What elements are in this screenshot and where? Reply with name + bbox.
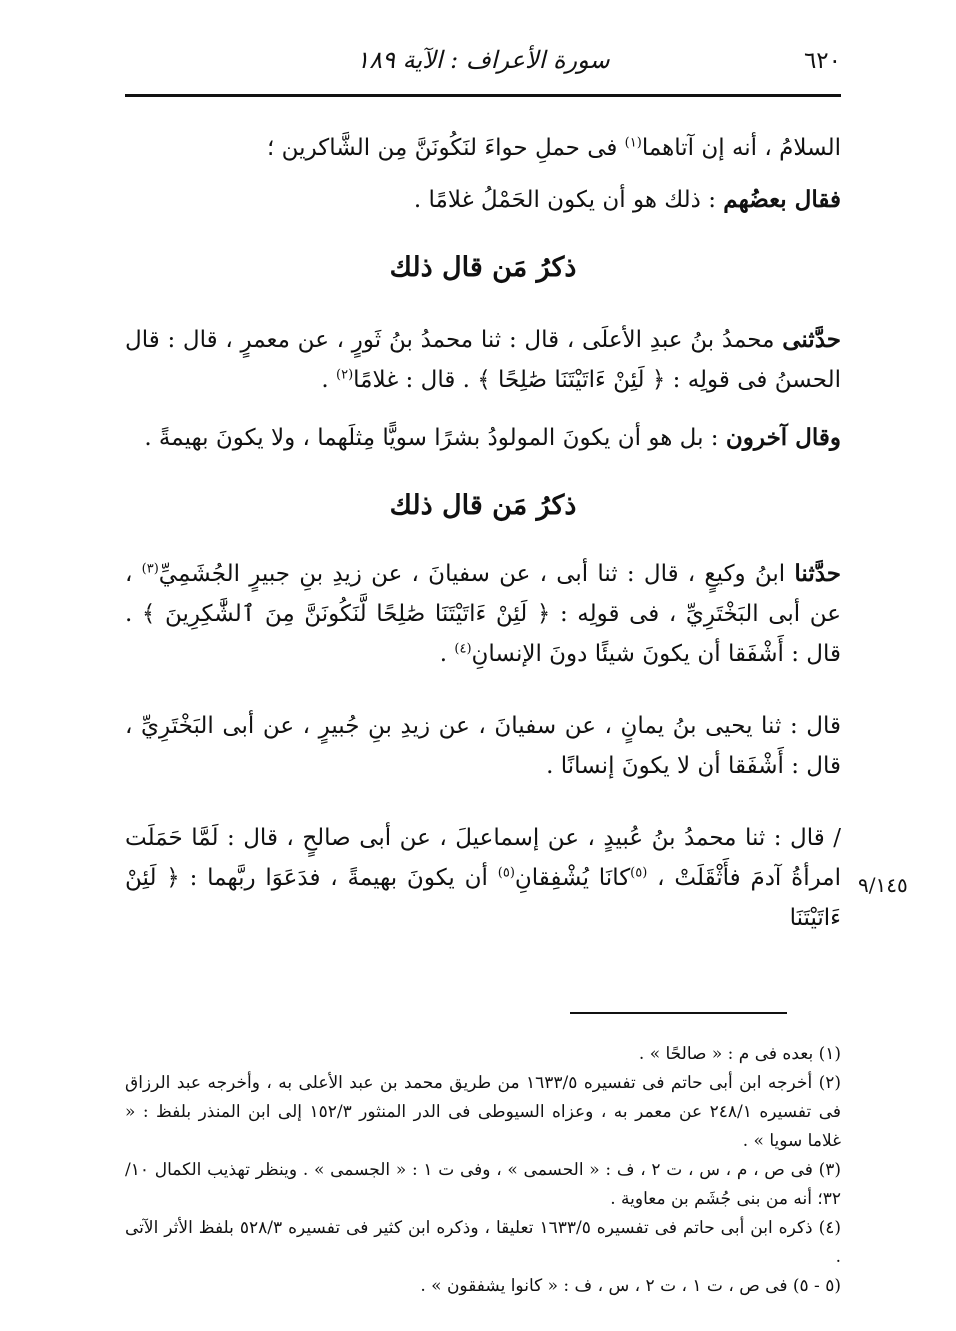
text-run: . — [439, 641, 455, 667]
footnote-ref: (٢) — [336, 367, 354, 383]
footnote-1: (١) بعده فى م : « صالحًا » . — [638, 1044, 841, 1064]
section-heading-1: ذكرُ مَن قال ذلك — [389, 252, 577, 283]
footnotes — [125, 1040, 841, 1301]
paragraph-7 — [125, 818, 841, 938]
text-run: محمدُ بنُ عبدِ الأعلَى ، قال : ثنا محمدُ بنُ ثَورٍ ، عن معمرٍ ، قال : قال الحسنُ فى قولِه : ﴿ لَئِنْ ءَاتَيْتَنَا صَٰلِحًا ﴾ . قال : غلامًا — [125, 327, 841, 393]
running-title: سورة الأعراف : الآية ١٨٩ — [356, 46, 610, 74]
text-run: كانَا يُشْفِقانِ — [514, 865, 631, 891]
footnote-ref: (٤) — [454, 641, 472, 657]
paragraph-6: قال : ثنا يحيى بنُ يمانٍ ، عن سفيانَ ، عن زيدِ بنِ جُبيرٍ ، عن أبى البَخْتَرِيِّ ، قال : أَشْفَقا أن لا يكونَ إنسانًا . — [125, 713, 841, 779]
footnote-5: (٥ - ٥) فى ص ، ت ١ ، ت ٢ ، س ، ف : « كانوا يشفقون » . — [420, 1276, 841, 1296]
paragraph-1 — [125, 128, 841, 168]
paragraph-5 — [125, 554, 841, 674]
text-run: ، عن أبى البَخْتَرِيِّ ، فى قولِه : ﴿ لَئِنْ ءَاتَيْتَنَا صَٰلِحًا لَّنَكُونَنَّ مِنَ ٱلشَّٰكِرِينَ ﴾ . قال : أَشْفَقا أن يكونَ شيئًا دونَ الإنسانِ — [125, 561, 841, 667]
footnote-4: (٤) ذكره ابن أبى حاتم فى تفسيره ١٦٣٣/٥ تعليقا ، وذكره ابن كثير فى تفسيره ٥٢٨/٣ بلفظ الأثر الآتى . — [125, 1218, 842, 1267]
footnote-rule — [570, 1012, 787, 1014]
text-run: أن يكونَ بهيمةً ، فدَعَوَا ربَّهما : ﴿ لَئِنْ ءَاتَيْتَنَا — [125, 865, 841, 931]
lead-phrase: وقال آخرون — [725, 424, 841, 451]
footnote-ref: (٥) — [497, 865, 515, 881]
paragraph-3 — [125, 320, 841, 400]
paragraph-2 — [125, 180, 841, 220]
text-run: : ذلك هو أن يكون الحَمْلُ غلامًا . — [413, 187, 724, 213]
margin-reference: ٩/١٤٥ — [858, 873, 908, 897]
paragraph-4 — [125, 418, 841, 458]
lead-phrase: حدَّثنى — [782, 326, 841, 353]
text-run: . — [321, 367, 337, 393]
text-run: فى حملِ حواءَ لنَكُونَنَّ مِن الشَّاكرين ؛ — [267, 135, 625, 161]
main-text — [125, 128, 841, 938]
text-run: : بل هو أن يكونَ المولودُ بشرًا سويًّا مِثلَهما ، ولا يكونَ بهيمةً . — [144, 425, 726, 451]
footnote-ref: (٥) — [630, 865, 648, 881]
footnote-2: (٢) أخرجه ابن أبى حاتم فى تفسيره ١٦٣٣/٥ من طريق محمد بن عبد الأعلى به ، وأخرجه عبد الرزاق فى تفسيره ٢٤٨/١ عن معمر به ، وعزاه السيوطى فى الدر المنثور ١٥٢/٣ إلى ابن المنذر بلفظ : « غلاما سويا » . — [125, 1073, 842, 1151]
lead-phrase: فقال بعضُهم — [723, 186, 841, 213]
footnote-3: (٣) فى ص ، م ، س ، ت ٢ ، ف : « الحسمى » ، وفى ت ١ : « الجسمى » . وينظر تهذيب الكمال ١٠/ ٣٢؛ أنه من بنى جُشَم بن معاوية . — [125, 1160, 842, 1209]
page-header — [125, 40, 841, 90]
page-number: ٦٢٠ — [803, 48, 841, 74]
text-run: ابنُ وكيعٍ ، قال : ثنا أبى ، عن سفيانَ ، عن زيدِ بنِ جبيرٍ الجُشَمِيِّ — [158, 561, 795, 587]
text-run: السلامُ ، أنه إن آتاهما — [641, 135, 841, 161]
header-rule — [125, 94, 841, 97]
footnote-ref: (٣) — [141, 561, 159, 577]
footnote-ref: (١) — [624, 135, 642, 151]
lead-phrase: حدَّثنا — [794, 560, 842, 587]
section-heading-2: ذكرُ مَن قال ذلك — [389, 490, 577, 521]
text-run: / قال : ثنا محمدُ بنُ عُبيدٍ ، عن إسماعيلَ ، عن أبى صالحٍ ، قال : لَمَّا حَمَلَت امرأةُ آدمَ فأَثْقَلَتْ ، — [125, 825, 841, 891]
